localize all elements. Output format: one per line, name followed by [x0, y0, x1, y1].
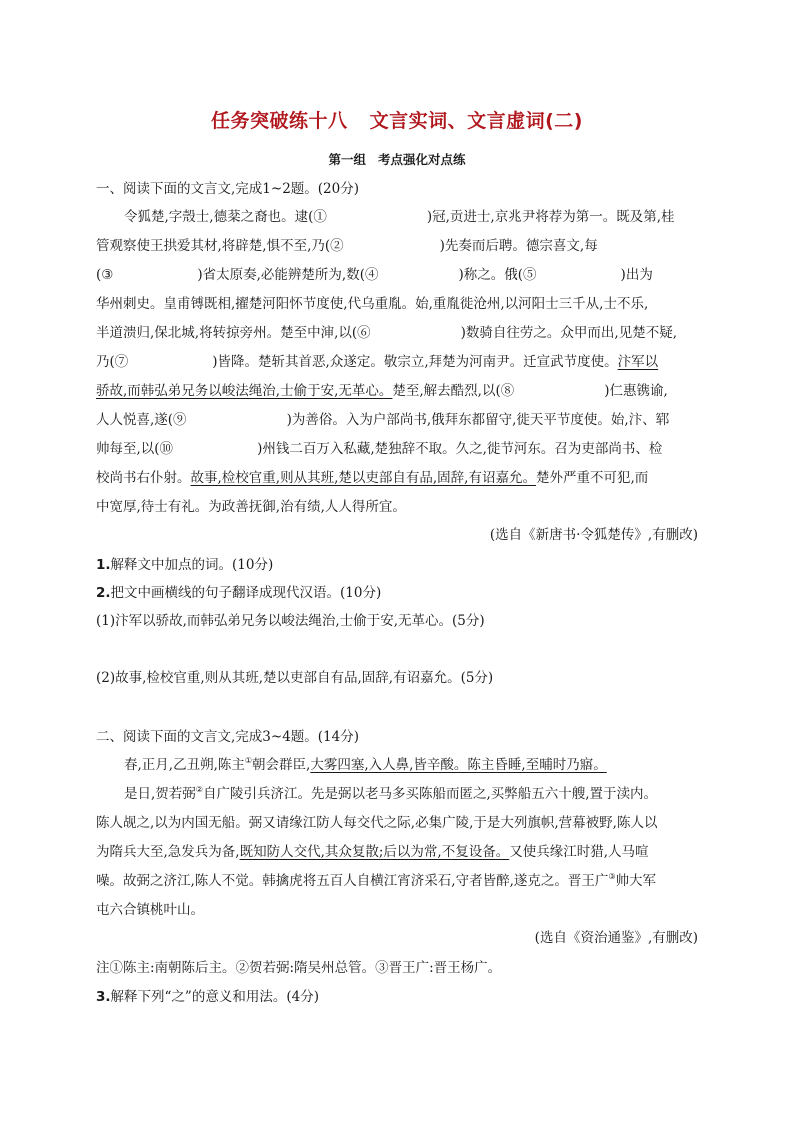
passage1-line: 骄故,而韩弘弟兄务以峻法绳治,士偷于安,无革心。楚至,解去酷烈,以(⑧ )仁惠镌谕,: [96, 383, 668, 399]
page-subtitle: 第一组 考点强化对点练: [328, 152, 466, 167]
passage1-line: 令狐楚,字殼士,德棻之裔也。逮(① )冠,贡进士,京兆尹将荐为第一。既及第,桂: [124, 209, 675, 225]
passage1-source: (选自《新唐书·令狐楚传》,有删改): [489, 527, 698, 543]
passage2-source: (选自《资治通鉴》,有删改): [534, 930, 698, 946]
passage2-line: 为隋兵大至,急发兵为备,既知防人交代,其众复散;后以为常,不复设备。又使兵缘江时猎,人马喧: [96, 844, 649, 860]
underlined-sentence: 故事,检校官重,则从其班,楚以吏部自有品,固辞,有诏嘉允。: [190, 470, 536, 486]
passage2-line: 春,正月,乙丑朔,陈主①朝会群臣,大雾四塞,入人鼻,皆辛酸。陈主昏睡,至晡时乃寤。: [124, 756, 607, 773]
underlined-sentence: 既知防人交代,其众复散;后以为常,不复设备。: [239, 844, 510, 860]
passage1-line: 校尚书右仆射。故事,检校官重,则从其班,楚以吏部自有品,固辞,有诏嘉允。楚外严重不可犯,而: [96, 470, 649, 486]
passage1-line: 半道溃归,保北城,将转掠旁州。楚至中渖,以(⑥ )数骑自往劳之。众甲而出,见楚不疑,: [96, 325, 677, 341]
underlined-sentence: 骄故,而韩弘弟兄务以峻法绳治,士偷于安,无革心。: [96, 383, 393, 399]
passage2-line: 噪。故弼之济江,陈人不觉。韩擒虎将五百人自横江宵济采石,守者皆醉,遂克之。晋王广③帅大军: [96, 872, 657, 889]
underlined-sentence: 大雾四塞,入人鼻,皆辛酸。陈主昏睡,至晡时乃寤。: [310, 757, 607, 773]
section1-heading: 一、阅读下面的文言文,完成1~2题。(20分): [96, 181, 359, 197]
underlined-sentence: 汴军以: [617, 354, 659, 370]
page-title: 任务突破练十八 文言实词、文言虚词(二): [211, 110, 583, 132]
passage2-notes: 注①陈主:南朝陈后主。②贺若弼:隋吴州总管。③晋王广:晋王杨广。: [96, 960, 502, 976]
passage1-line: (③ )省太原奏,必能辨楚所为,数(④ )称之。俄(⑤ )出为: [96, 267, 653, 283]
question-3: 3.解释下列“之”的意义和用法。(4分): [96, 989, 319, 1005]
passage1-line: 管观察使王拱爱其材,将辟楚,惧不至,乃(② )先奏而后聘。德宗喜文,每: [96, 238, 598, 254]
passage2-line: 屯六合镇桃叶山。: [96, 902, 204, 918]
section2-heading: 二、阅读下面的文言文,完成3~4题。(14分): [96, 729, 359, 745]
passage1-line: 乃(⑦ )皆降。楚斩其首恶,众遂定。敬宗立,拜楚为河南尹。迁宣武节度使。汴军以: [96, 354, 659, 370]
passage1-line: 华州刺史。皇甫镈既相,擢楚河阳怀节度使,代乌重胤。始,重胤徙沧州,以河阳士三千从,士不乐,: [96, 296, 649, 312]
question-2-sub1: (1)汴军以骄故,而韩弘弟兄务以峻法绳治,士偷于安,无革心。(5分): [96, 613, 485, 629]
question-1: 1.解释文中加点的词。(10分): [96, 557, 274, 573]
passage1-line: 帅每至,以(⑩ )州钱二百万入私藏,楚独辞不取。久之,徙节河东。召为吏部尚书、检: [96, 441, 663, 457]
question-2: 2.把文中画横线的句子翻译成现代汉语。(10分): [96, 585, 382, 601]
passage1-line: 人人悦喜,遂(⑨ )为善俗。入为户部尚书,俄拜东都留守,徙天平节度使。始,汴、郓: [96, 412, 670, 428]
question-2-sub2: (2)故事,检校官重,则从其班,楚以吏部自有品,固辞,有诏嘉允。(5分): [96, 670, 494, 686]
passage2-line: 是日,贺若弼②自广陵引兵济江。先是弼以老马多买陈船而匿之,买弊船五六十艘,置于渎内。: [124, 785, 658, 802]
passage1-line: 中宽厚,待士有礼。为政善抚御,治有绩,人人得所宜。: [96, 499, 406, 515]
passage2-line: 陈人觇之,以为内国无船。弼又请缘江防人每交代之际,必集广陵,于是大列旗帜,营幕被野,陈人以: [96, 815, 658, 831]
